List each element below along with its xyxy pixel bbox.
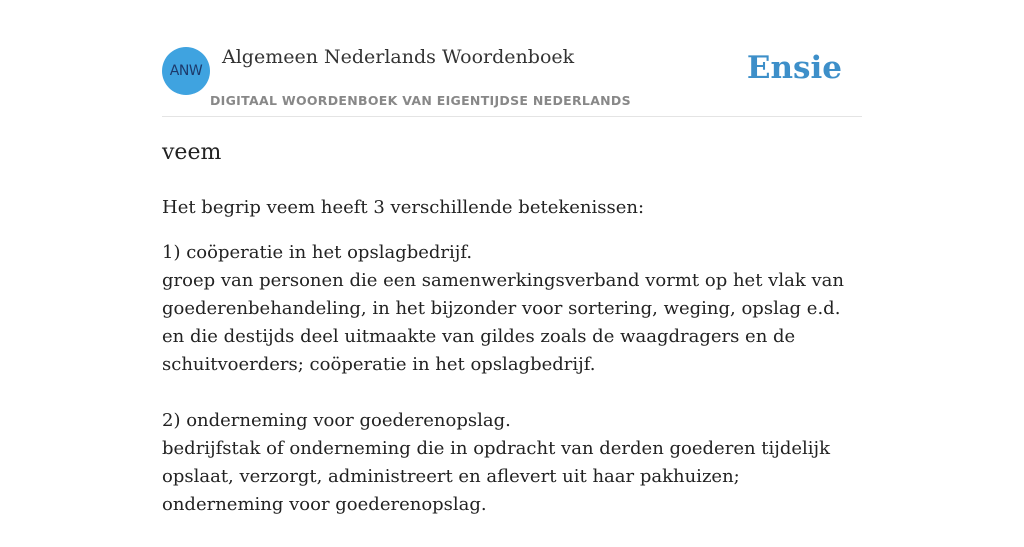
site-header xyxy=(162,0,862,117)
definition-item xyxy=(162,239,864,379)
definition-item xyxy=(162,407,864,519)
ensie-brand-logo[interactable]: Ensie xyxy=(746,50,842,86)
logo-text: ANW xyxy=(169,63,203,79)
definitions-list xyxy=(162,239,864,547)
definition-heading: 1) coöperatie in het opslagbedrijf. xyxy=(162,242,473,263)
definition-text: bedrijfstak of onderneming die in opdracht van derden goederen tijdelijk opslaat, verzorgt, administreert en aflevert uit haar pakhuizen; onderneming voor goederenopslag. xyxy=(162,438,831,515)
definition-heading: 2) onderneming voor goederenopslag. xyxy=(162,410,511,431)
page-title: veem xyxy=(162,140,222,165)
site-title[interactable]: Algemeen Nederlands Woordenboek xyxy=(222,46,575,68)
page-container xyxy=(162,0,862,515)
entry-intro: Het begrip veem heeft 3 verschillende betekenissen: xyxy=(162,197,645,218)
anw-logo[interactable] xyxy=(162,47,210,95)
definition-text: groep van personen die een samenwerkingsverband vormt op het vlak van goederenbehandeling, in het bijzonder voor sortering, weging, opslag e.d. en die destijds deel uitmaakte van gildes zoals de waagdragers en de schuitvoerders; coöperatie in het opslagbedrijf. xyxy=(162,270,844,375)
site-subtitle: DIGITAAL WOORDENBOEK VAN EIGENTIJDSE NEDERLANDS xyxy=(210,93,631,108)
